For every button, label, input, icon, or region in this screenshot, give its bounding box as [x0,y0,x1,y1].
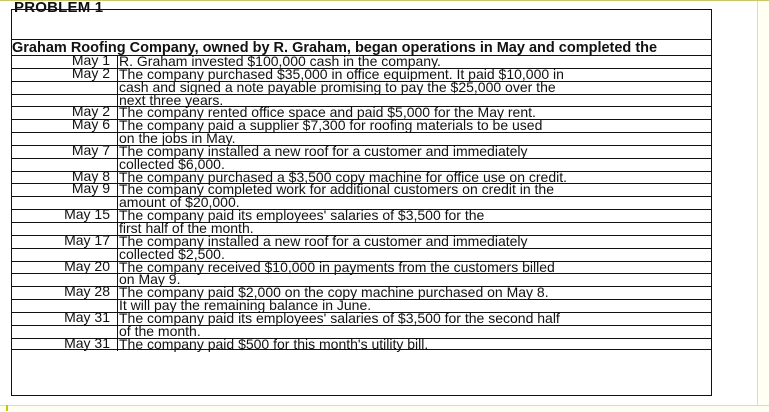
transaction-row[interactable] [12,334,712,352]
transaction-description: amount of $20,000. [119,194,240,211]
transaction-description: on May 9. [119,271,181,288]
transaction-row[interactable] [12,141,712,159]
transaction-date: May 8 [71,167,110,184]
transaction-description: The company purchased $35,000 in office equipment. It paid $10,000 in [119,65,564,82]
transaction-date: May 9 [71,180,110,197]
transaction-list [12,52,712,352]
intro-text: Graham Roofing Company, owned by R. Graham, began operations in May and completed the [12,39,712,56]
transaction-date: May 15 [64,206,110,223]
transaction-date: May 7 [71,141,110,158]
transaction-description: The company received $10,000 in payments from the customers billed [119,258,555,275]
transaction-row[interactable] [12,206,712,224]
transaction-date: May 2 [71,103,110,120]
transaction-description: The company rented office space and paid $5,000 for the May rent. [119,104,536,121]
transaction-description: R. Graham invested $100,000 cash in the company. [119,53,441,69]
transaction-description: of the month. [119,322,201,339]
transaction-row[interactable] [12,308,712,326]
transaction-description: cash and signed a note payable promising to pay the $25,000 over the [119,78,556,95]
transaction-date: May 6 [71,116,110,133]
transaction-description: The company installed a new roof for a customer and immediately [119,142,528,159]
transaction-description: first half of the month. [119,219,254,236]
transaction-row[interactable] [12,116,712,134]
right-margin [757,1,769,412]
transaction-description: The company paid $2,000 on the copy machine purchased on May 8. [119,284,549,301]
transaction-description: The company paid its employees' salaries of $3,500 for the [119,207,485,224]
transaction-date: May 1 [71,52,110,68]
transaction-row[interactable] [12,180,712,198]
transaction-description: The company paid its employees' salaries of $3,500 for the second half [119,309,560,326]
transaction-description: The company installed a new roof for a customer and immediately [119,232,528,249]
transaction-date: May 28 [64,283,110,300]
transaction-date: May 31 [64,308,110,325]
transaction-description: collected $2,500. [119,245,225,262]
transaction-row[interactable] [12,231,712,249]
transaction-date: May 20 [64,257,110,274]
transaction-date: May 2 [71,64,110,81]
transaction-row[interactable] [12,257,712,275]
transaction-description: The company paid $500 for this month's utility bill. [119,335,429,352]
transaction-description: on the jobs in May. [119,130,236,147]
transaction-description: It will pay the remaining balance in June. [119,297,372,314]
transaction-date: May 17 [64,231,110,248]
transaction-description: next three years. [119,91,224,108]
transaction-description: The company completed work for additional customers on credit in the [119,181,554,198]
transaction-description: The company purchased a $3,500 copy machine for office use on credit. [119,168,568,185]
transaction-row[interactable] [12,78,712,95]
transaction-date: May 31 [64,334,110,351]
transaction-description: The company paid a supplier $7,300 for roofing materials to be used [119,117,543,134]
transaction-description: collected $6,000. [119,155,225,172]
problem-title: PROBLEM 1 [14,0,104,16]
cell-cursor-marker [6,405,8,411]
